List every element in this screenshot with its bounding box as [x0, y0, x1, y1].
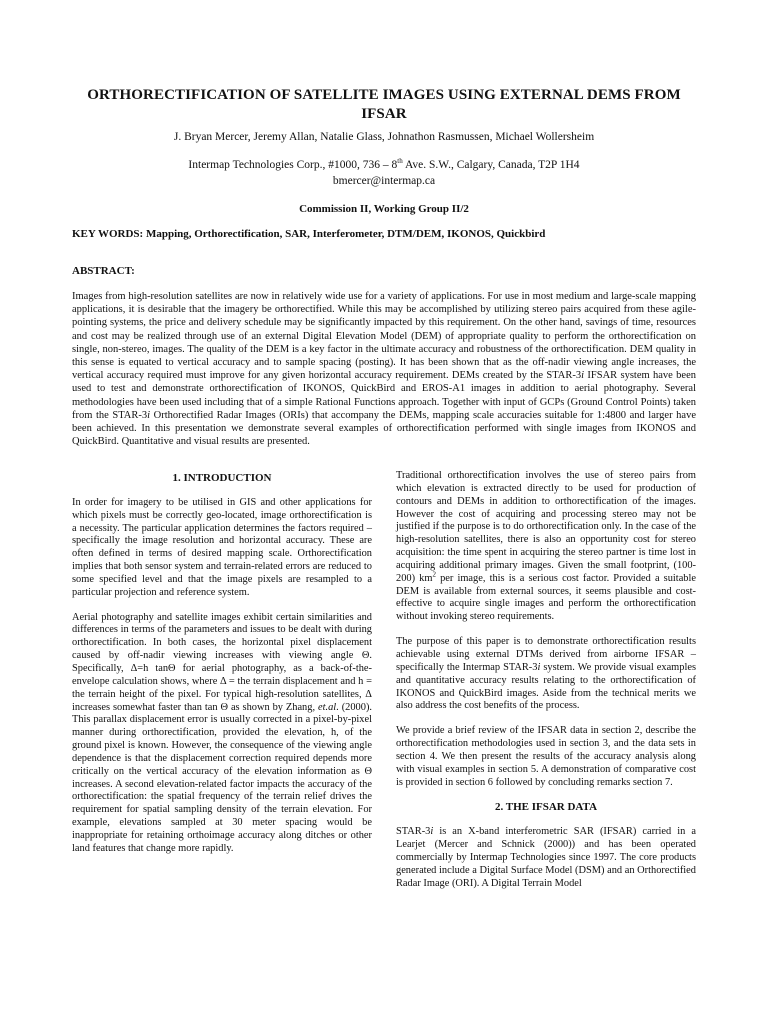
right-paragraph-2 [396, 636, 696, 713]
right-paragraph-4 [396, 826, 696, 890]
intro-p2-text-2: . (2000). This parallax displacement error is usually corrected in a pixel-by-pixel manner during orthorectification, provided the elevation, h, of the ground pixel is known. However, the consequence of the viewing angle dependence is that the displacement correction required depends more critically on the vertical accuracy of the elevation information as Θ increases. A second elevation-related factor impacts the accuracy of the orthorectification: the spatial frequency of the terrain relief drives the requirement for spatial sampling density of the terrain elevation. For example, elevations sampled at 30 meter spacing would be inappropriate for retaining orthoimage accuracy along ditches or other land features that change more rapidly. [72, 701, 372, 854]
section-heading-ifsar-data: 2. THE IFSAR DATA [494, 801, 598, 814]
intro-paragraph-1: In order for imagery to be utilised in GIS and other applications for which pixels must be correctly geo-located, image orthorectification is a necessity. The particular application determines the factors required – specifically the image resolution and horizontal accuracy. These are often defined in terms of desired mapping scale. Orthorectification implies that both sensor system and terrain-related errors are reduced to some specified level and that the image pixels are resampled to a particular projection and reference system. [72, 496, 372, 598]
abstract-heading: ABSTRACT: [72, 265, 135, 277]
keywords-line: KEY WORDS: Mapping, Orthorectification, SAR, Interferometer, DTM/DEM, IKONOS, Quickbird [72, 228, 546, 240]
right-p1-text-1: Traditional orthorectification involves the use of stereo pairs from which elevation is extracted directly to be used for production of contours and DEMs in addition to orthorectification of the images. However the cost of acquiring and processing stereo may not be justified if the purpose is to do orthorectification only. In the case of the high-resolution satellites, there is also an opportunity cost for stereo acquisition: the time spent in acquiring the stereo partner is time lost in acquiring additional primary images. Given the small footprint, (100-200) km [396, 470, 696, 584]
right-p1-text-2: per image, this is a serious cost factor. Provided a suitable DEM is available from external sources, it seems plausible and cost-effective to acquire single images and perform the orthorectification without invoking stereo requirements. [396, 572, 696, 623]
author-email: bmercer@intermap.ca [332, 175, 436, 187]
right-p4-text-1: STAR-3 [396, 826, 431, 838]
right-column [396, 470, 696, 902]
abstract-italic-2: i [147, 409, 151, 421]
right-paragraph-1 [396, 470, 696, 624]
right-paragraph-3: We provide a brief review of the IFSAR data in section 2, describe the orthorectification methodologies used in section 3, and the data sets in section 4. We then present the results of the accuracy analysis along with visual examples in section 5. A demonstration of comparative cost is provided in section 6 followed by concluding remarks section 7. [396, 725, 696, 788]
abstract-text-1: Images from high-resolution satellites are now in relatively wide use for a variety of applications. For use in most medium and large-scale mapping applications, it is desirable that the imagery be orthorectified. While this may be accomplished by utilizing stereo pairs acquired from these agile-pointing systems, the price and delivery schedule may be significantly impacted by this requirement. On the other hand, savings of time, resources and cost may be realized through use of an external Digital Elevation Model (DEM) of appropriate quality to perform the orthorectification on single, non-stereo, images. The quality of the DEM is a key factor in the ultimate accuracy and robustness of the orthorectification. DEM quality in this sense is equated to vertical accuracy and to sample spacing (posting). It has been shown that as the off-nadir viewing angle increases, the vertical accuracy required must improve for any given horizontal accuracy requirement. DEMs created by the STAR-3 [72, 291, 696, 382]
affiliation-superscript: th [397, 157, 403, 166]
affiliation [72, 157, 696, 189]
abstract-italic-1: i [581, 370, 585, 382]
right-p2-italic: i [537, 661, 541, 673]
paper-title: ORTHORECTIFICATION OF SATELLITE IMAGES USING EXTERNAL DEMS FROM IFSAR [87, 87, 681, 122]
abstract-body [72, 290, 696, 448]
affiliation-text: Intermap Technologies Corp., #1000, 736 – 8 [188, 159, 398, 171]
left-column [72, 470, 372, 868]
intro-p2-etal: et.al [317, 701, 337, 713]
commission-line: Commission II, Working Group II/2 [299, 203, 469, 215]
intro-paragraph-2 [72, 612, 372, 856]
intro-p2-text-1: Aerial photography and satellite images exhibit certain similarities and differences in terms of the parameters and issues to be dealt with during orthorectification. In both cases, the horizontal pixel displacement caused by off-nadir viewing increases with viewing angle Θ. Specifically, Δ=h tanΘ for aerial photography, as a back-of-the-envelope calculation shows, where Δ = the terrain displacement and h = the terrain height of the pixel. For typical high-resolution satellites, Δ increases somewhat faster than tan Θ as shown by Zhang, [72, 611, 372, 713]
section-heading-introduction: 1. INTRODUCTION [172, 472, 272, 484]
right-p4-italic: i [430, 826, 434, 838]
affiliation-text-end: Ave. S.W., Calgary, Canada, T2P 1H4 [402, 159, 580, 171]
right-p2-text-2: system. We provide visual examples and quantitative accuracy results relating to the orthorectification of IKONOS and QuickBird images. Aside from the technical merits we also address the cost benefits of the process. [396, 661, 696, 712]
author-list: J. Bryan Mercer, Jeremy Allan, Natalie Glass, Johnathon Rasmussen, Michael Wollersheim [173, 131, 595, 143]
right-p4-text-2: is an X-band interferometric SAR (IFSAR) carried in a Learjet (Mercer and Schnick (2000)) and has been operated commercially by Intermap Technologies since 1997. The core products generated include a Digital Surface Model (DSM) and an Orthorectified Radar Image (ORI). A Digital Terrain Model [396, 826, 696, 889]
abstract-text-3: Orthorectified Radar Images (ORIs) that accompany the DEMs, mapping scale accuracies suitable for 1:4800 and larger have been achieved. In this presentation we demonstrate several examples of orthorectification performed with single images from IKONOS and QuickBird. Quantitative and visual results are presented. [72, 409, 696, 448]
abstract-text-2: IFSAR system have been used to test and demonstrate orthorectification of IKONOS, QuickBird and EROS-A1 images in addition to aerial photography. Several methodologies have been used including that of a simple Rational Functions approach. Together with input of GCPs (Ground Control Points) taken from the STAR-3 [72, 370, 697, 421]
right-p1-superscript: 2 [432, 570, 436, 579]
right-p2-text-1: The purpose of this paper is to demonstrate orthorectification results achievable using external DTMs derived from airborne IFSAR – specifically the Intermap STAR-3 [396, 636, 696, 673]
